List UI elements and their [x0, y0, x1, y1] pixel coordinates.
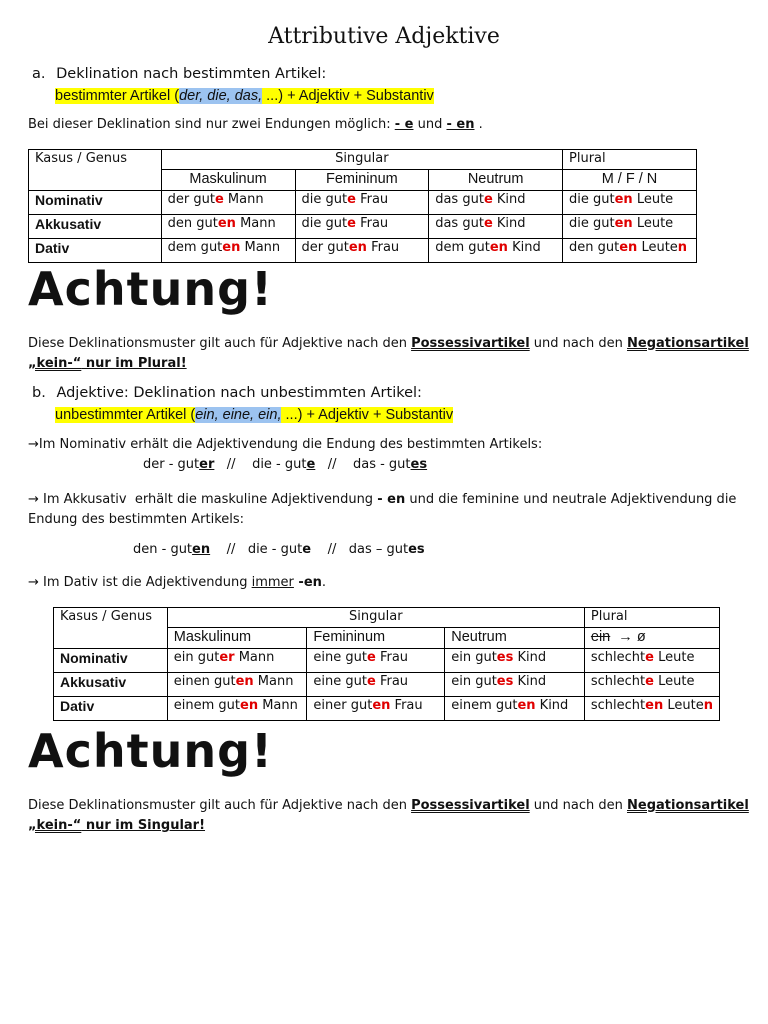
- table-cell: [584, 673, 719, 697]
- table2-col-neutrum: Neutrum: [445, 628, 585, 649]
- note2-text: Diese Deklinationsmuster gilt auch für Adjektive nach den: [28, 798, 412, 813]
- cell-text: Mann: [258, 698, 298, 713]
- section-a-heading: [32, 66, 326, 82]
- formula-b-suffix: ...) + Adjektiv + Substantiv: [281, 407, 454, 423]
- rule-dat-ending: -en: [293, 575, 322, 590]
- ending-highlight: en: [222, 240, 241, 255]
- table1-col-maskulinum: Maskulinum: [161, 170, 295, 191]
- endings-text: Bei dieser Deklination sind nur zwei Endungen möglich:: [28, 117, 395, 132]
- ending-highlight: en: [614, 192, 633, 207]
- note1-text: Diese Deklinationsmuster gilt auch für Adjektive nach den: [28, 336, 412, 351]
- cell-text: einer gut: [313, 698, 373, 713]
- section-a-formula: [55, 85, 434, 104]
- note2-kein: „kein-“: [28, 818, 82, 833]
- nom-ex1-ending: er: [199, 457, 215, 472]
- akk-ex1: den - gut: [133, 542, 193, 557]
- ending-highlight: e: [366, 674, 376, 689]
- indefinite-declension-table: [53, 607, 720, 721]
- rule-dat-immer: immer: [251, 575, 294, 590]
- formula-b-prefix: unbestimmter Artikel (: [55, 407, 196, 423]
- akk-ex3-ending: es: [408, 542, 425, 557]
- akk-ex2: die - gut: [247, 542, 303, 557]
- table-cell: [161, 191, 295, 215]
- row-label: Akkusativ: [29, 215, 162, 239]
- cell-text: dem gut: [435, 240, 490, 255]
- row-label: Nominativ: [54, 649, 168, 673]
- table-cell: [295, 191, 429, 215]
- section-a-marker: a.: [32, 66, 46, 82]
- arrow-icon: →: [28, 492, 39, 507]
- table2-col-maskulinum: Maskulinum: [167, 628, 307, 649]
- section-b-heading: [32, 385, 422, 401]
- achtung-heading-1: Achtung!: [28, 262, 274, 316]
- and-word: und: [413, 117, 447, 132]
- ending-e: - e: [394, 117, 414, 132]
- table-cell: [563, 191, 697, 215]
- akk-sep-1: //: [210, 542, 248, 557]
- cell-text: den gut: [569, 240, 620, 255]
- table-cell: [307, 697, 445, 721]
- plural-head-strike: ein: [590, 629, 611, 645]
- table-row: [54, 697, 720, 721]
- ending-highlight: e: [483, 192, 493, 207]
- cell-text: einen gut: [173, 674, 236, 689]
- table2-corner: Kasus / Genus: [54, 608, 168, 649]
- cell-text: einem gut: [173, 698, 240, 713]
- rule-nom-text: Im Nominativ erhält die Adjektivendung die Endung des bestimmten Artikels:: [38, 437, 543, 452]
- ending-highlight: en: [517, 698, 536, 713]
- cell-text: das gut: [435, 192, 484, 207]
- rule-nom-examples: [143, 457, 427, 472]
- arrow-icon: →: [28, 575, 39, 590]
- table1-corner: Kasus / Genus: [29, 150, 162, 191]
- ending-highlight: es: [496, 674, 514, 689]
- cell-text: die gut: [301, 192, 348, 207]
- page-title: Attributive Adjektive: [268, 24, 500, 49]
- nom-sep-2: //: [315, 457, 353, 472]
- note2-negation: Negationsartikel: [627, 798, 749, 813]
- cell-text: Leute: [653, 674, 695, 689]
- note-2: [28, 796, 749, 836]
- note1-mid: und nach den: [529, 336, 628, 351]
- cell-text: Mann: [235, 216, 276, 231]
- nom-ex1: der - gut: [143, 457, 200, 472]
- achtung-heading-2: Achtung!: [28, 724, 274, 778]
- row-label: Dativ: [29, 239, 162, 263]
- ending-highlight: en: [645, 698, 664, 713]
- rule-akk-examples: [133, 542, 425, 557]
- rule-akk-text-post: und die feminine und neutrale Adjektivendung die: [405, 492, 737, 507]
- table2-col-femininum: Femininum: [307, 628, 445, 649]
- section-b-formula: [55, 404, 453, 423]
- cell-text: der gut: [167, 192, 215, 207]
- table-cell: [563, 239, 697, 263]
- section-b-marker: b.: [32, 385, 46, 401]
- table-cell: [167, 673, 307, 697]
- akk-sep-2: //: [311, 542, 349, 557]
- note2-mid: und nach den: [529, 798, 628, 813]
- nom-ex2: die - gut: [252, 457, 307, 472]
- table-cell: [429, 191, 563, 215]
- rule-dat-tail: .: [321, 575, 327, 590]
- ending-highlight: e: [366, 650, 376, 665]
- cell-text: die gut: [301, 216, 348, 231]
- arrow-icon: →: [28, 437, 39, 452]
- ending-highlight: es: [496, 650, 514, 665]
- note-1: [28, 334, 749, 374]
- table-row: [29, 215, 697, 239]
- table-cell: [429, 239, 563, 263]
- cell-text: Frau: [355, 192, 389, 207]
- table-cell: [445, 649, 585, 673]
- table-cell: [307, 649, 445, 673]
- table-cell: [584, 697, 719, 721]
- table-cell: [445, 673, 585, 697]
- table1-col-neutrum: Neutrum: [429, 170, 563, 191]
- formula-b-articles: ein, eine, ein,: [195, 407, 282, 423]
- cell-text: Mann: [234, 650, 275, 665]
- rule-nominativ: [28, 437, 542, 452]
- table-cell: [563, 215, 697, 239]
- row-label: Akkusativ: [54, 673, 168, 697]
- note1-negation: Negationsartikel: [627, 336, 749, 351]
- ending-highlight: e: [645, 674, 654, 689]
- cell-text: Frau: [366, 240, 400, 255]
- ending-highlight: en: [614, 216, 633, 231]
- nom-sep-1: //: [214, 457, 253, 472]
- cell-text: Kind: [535, 698, 569, 713]
- ending-highlight: n: [703, 698, 713, 713]
- ending-highlight: er: [219, 650, 235, 665]
- cell-text: Kind: [492, 192, 526, 207]
- cell-text: Kind: [513, 650, 547, 665]
- table-cell: [584, 649, 719, 673]
- cell-text: Mann: [253, 674, 294, 689]
- table2-col-plural: [584, 628, 719, 649]
- note2-tail: nur im Singular!: [81, 818, 206, 833]
- cell-text: Leute: [653, 650, 695, 665]
- akk-ex1-ending: en: [192, 542, 211, 557]
- table-row: [29, 191, 697, 215]
- formula-a-articles: der, die, das,: [179, 88, 263, 104]
- cell-text: Leute: [632, 216, 674, 231]
- ending-highlight: e: [483, 216, 493, 231]
- cell-text: die gut: [569, 216, 615, 231]
- table-cell: [307, 673, 445, 697]
- note1-possessiv: Possessivartikel: [411, 336, 530, 351]
- endings-note: [28, 117, 483, 132]
- note2-possessiv: Possessivartikel: [411, 798, 530, 813]
- cell-text: Frau: [375, 674, 409, 689]
- cell-text: die gut: [569, 192, 615, 207]
- table1-singular-header: Singular: [161, 150, 562, 170]
- ending-highlight: en: [217, 216, 236, 231]
- nom-ex3: das - gut: [352, 457, 411, 472]
- nom-ex2-ending: e: [306, 457, 316, 472]
- cell-text: ein gut: [173, 650, 220, 665]
- table-cell: [161, 239, 295, 263]
- definite-declension-table: [28, 149, 697, 263]
- cell-text: einem gut: [451, 698, 518, 713]
- plural-head-rest: → ø: [610, 629, 646, 645]
- cell-text: Frau: [390, 698, 423, 713]
- ending-highlight: en: [489, 240, 508, 255]
- ending-highlight: n: [677, 240, 688, 255]
- endings-tail: .: [474, 117, 483, 132]
- cell-text: das gut: [435, 216, 484, 231]
- ending-highlight: e: [214, 192, 224, 207]
- cell-text: eine gut: [313, 650, 367, 665]
- note1-kein: „kein-“: [28, 356, 82, 371]
- table1-plural-header: Plural: [563, 150, 697, 170]
- akk-ex3: das – gut: [348, 542, 409, 557]
- cell-text: Kind: [507, 240, 541, 255]
- ending-highlight: en: [235, 674, 254, 689]
- cell-text: dem gut: [167, 240, 223, 255]
- row-label: Nominativ: [29, 191, 162, 215]
- ending-en: - en: [446, 117, 475, 132]
- cell-text: schlecht: [590, 674, 646, 689]
- cell-text: Mann: [240, 240, 281, 255]
- formula-a-prefix: bestimmter Artikel (: [55, 88, 180, 104]
- cell-text: Kind: [513, 674, 547, 689]
- ending-highlight: en: [240, 698, 259, 713]
- cell-text: Kind: [492, 216, 526, 231]
- cell-text: schlecht: [590, 698, 646, 713]
- rule-akk-ending: - en: [377, 492, 406, 507]
- cell-text: Frau: [355, 216, 389, 231]
- rule-akkusativ: [28, 490, 736, 530]
- table-cell: [167, 697, 307, 721]
- ending-highlight: e: [347, 192, 356, 207]
- table2-plural-header: Plural: [584, 608, 719, 628]
- table-cell: [295, 239, 429, 263]
- note1-tail: nur im Plural!: [81, 356, 187, 371]
- rule-akk-line2: Endung des bestimmten Artikels:: [28, 512, 245, 527]
- table-row: [54, 649, 720, 673]
- section-b-title: Adjektive: Deklination nach unbestimmten Artikel:: [56, 385, 422, 401]
- table1-col-femininum: Femininum: [295, 170, 429, 191]
- cell-text: Leute: [663, 698, 704, 713]
- formula-a-suffix: ...) + Adjektiv + Substantiv: [262, 88, 434, 104]
- rule-akk-text: Im Akkusativ erhält die maskuline Adjektivendung: [38, 492, 378, 507]
- table-row: [54, 673, 720, 697]
- cell-text: ein gut: [451, 650, 497, 665]
- ending-highlight: en: [619, 240, 638, 255]
- ending-highlight: en: [372, 698, 391, 713]
- cell-text: Mann: [223, 192, 264, 207]
- table-cell: [161, 215, 295, 239]
- table2-singular-header: Singular: [167, 608, 584, 628]
- nom-ex3-ending: es: [410, 457, 428, 472]
- rule-dat-text: Im Dativ ist die Adjektivendung: [38, 575, 252, 590]
- ending-highlight: e: [645, 650, 654, 665]
- table-cell: [295, 215, 429, 239]
- table1-col-mfn: M / F / N: [563, 170, 697, 191]
- cell-text: der gut: [301, 240, 349, 255]
- ending-highlight: e: [347, 216, 356, 231]
- cell-text: schlecht: [590, 650, 646, 665]
- table-cell: [445, 697, 585, 721]
- row-label: Dativ: [54, 697, 168, 721]
- cell-text: ein gut: [451, 674, 497, 689]
- section-a-title: Deklination nach bestimmten Artikel:: [56, 66, 327, 82]
- table-row: [29, 239, 697, 263]
- cell-text: Leute: [637, 240, 678, 255]
- cell-text: eine gut: [313, 674, 367, 689]
- table-cell: [167, 649, 307, 673]
- ending-highlight: en: [348, 240, 367, 255]
- rule-dativ: [28, 575, 326, 590]
- cell-text: Leute: [632, 192, 674, 207]
- cell-text: den gut: [167, 216, 218, 231]
- cell-text: Frau: [375, 650, 409, 665]
- akk-ex2-ending: e: [302, 542, 312, 557]
- table-cell: [429, 215, 563, 239]
